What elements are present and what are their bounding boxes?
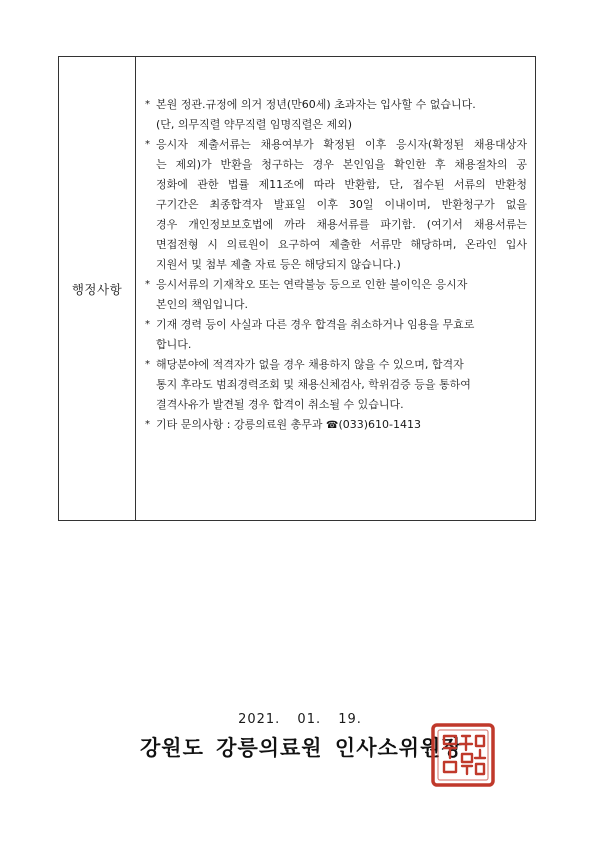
issue-date: 2021. 01. 19.: [238, 712, 362, 727]
note-document-return: [145, 135, 527, 275]
note-line: 는 제외)가 반환을 청구하는 경우 본인임을 확인한 후 채용절차의 공: [156, 158, 527, 171]
note-line: (단, 의무직렬 약무직렬 임명직렬은 제외): [156, 118, 353, 131]
note-false-career: [145, 315, 527, 355]
note-bullet: *: [145, 279, 150, 290]
note-applicant-responsibility: [145, 275, 527, 315]
contact-phone: (033)610-1413: [338, 418, 421, 431]
note-line: 응시자 제출서류는 채용여부가 확정된 이후 응시자(확정된 채용대상자: [156, 138, 527, 151]
contact-text: 기타 문의사항 : 강릉의료원 총무과: [156, 418, 323, 431]
seal-glyph-mark: [444, 736, 456, 772]
note-line: 경우 개인정보보호법에 까라 채용서류를 파기함. (여기서 채용서류는: [156, 218, 527, 231]
note-line: 지원서 및 첨부 제출 자료 등은 해당되지 않습니다.): [156, 258, 401, 271]
section-label: 행정사항: [59, 57, 136, 520]
note-line: 합니다.: [156, 338, 192, 351]
signer-title: 강원도 강릉의료원 인사소위원장: [140, 736, 463, 760]
note-line: 통지 후라도 범죄경력조회 및 채용신체검사, 학위검증 등을 통하여: [156, 378, 471, 391]
note-bullet: *: [145, 359, 150, 370]
note-bullet: *: [145, 319, 150, 330]
note-line: 기재 경력 등이 사실과 다른 경우 합격을 취소하거나 임용을 무효로: [156, 318, 475, 331]
note-line: 정화에 관한 법률 제11조에 따라 반환함, 단, 접수된 서류의 반환청: [156, 178, 527, 191]
note-bullet: *: [145, 139, 150, 150]
notes-cell: [136, 57, 535, 520]
note-line: 결격사유가 발견될 경우 합격이 취소될 수 있습니다.: [156, 398, 404, 411]
note-line: 해당분야에 적격자가 없을 경우 채용하지 않을 수 있으며, 합격자: [156, 358, 464, 371]
note-line: 본원 정관.규정에 의거 정년(만60세) 초과자는 입사할 수 없습니다.: [156, 98, 476, 111]
note-line: 본인의 책임입니다.: [156, 298, 249, 311]
admin-notes-table: [58, 56, 536, 521]
phone-icon: ☎: [325, 420, 339, 431]
note-line: 면접전형 시 의료원이 요구하여 제출한 서류만 해당하며, 온라인 입사: [156, 238, 527, 251]
note-line: 응시서류의 기재착오 또는 연락불능 등으로 인한 불이익은 응시자: [156, 278, 468, 291]
note-no-qualified-candidate: [145, 355, 527, 415]
note-line: 구기간은 최종합격자 발표일 이후 30일 이내이며, 반환청구가 없을: [156, 198, 527, 211]
note-bullet: *: [145, 419, 150, 430]
seal-glyph-mark: [460, 736, 472, 774]
note-contact: [145, 415, 527, 436]
note-retirement-age: [145, 95, 527, 135]
seal-glyph-mark: [475, 736, 485, 774]
contact-line: [156, 415, 527, 436]
note-bullet: *: [145, 99, 150, 110]
notes-list: [145, 95, 527, 436]
official-seal-icon: [430, 722, 496, 788]
